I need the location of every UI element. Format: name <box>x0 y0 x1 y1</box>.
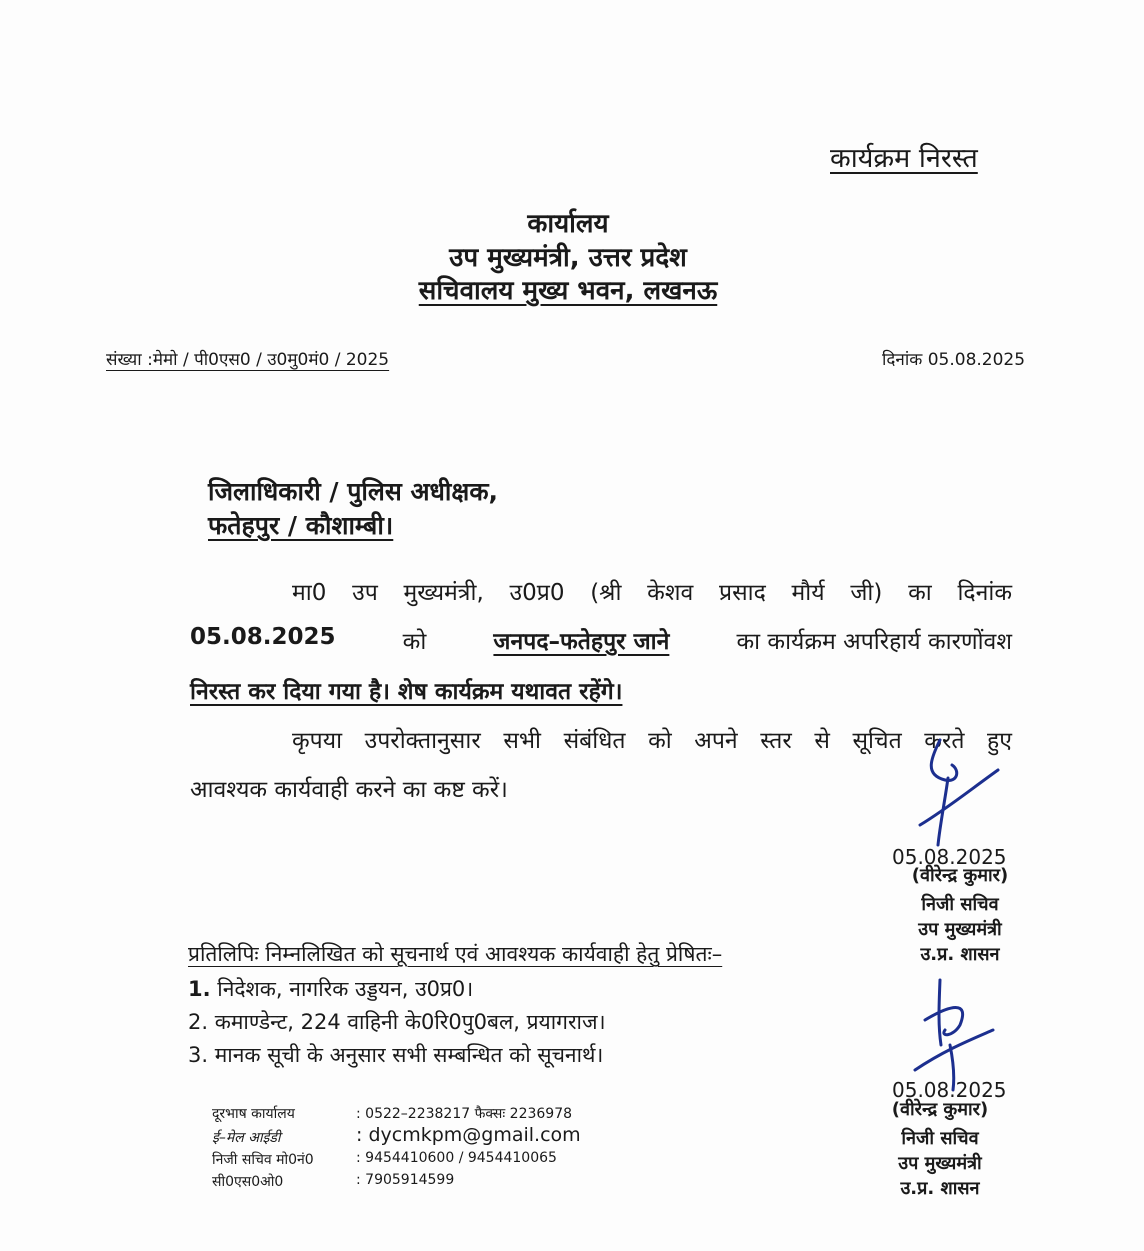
addressee-line-2: फतेहपुर / कौशाम्बी। <box>208 511 394 540</box>
cso-value: : 7905914599 <box>356 1172 455 1188</box>
mobile-label: निजी सचिव मो0नं0 <box>212 1152 314 1168</box>
signature-2-designation-3: उ.प्र. शासन <box>900 1178 980 1199</box>
office-line-2: उप मुख्यमंत्री, उत्तर प्रदेश <box>449 243 687 273</box>
office-line-1: कार्यालय <box>527 209 609 239</box>
copy-item-3-text: मानक सूची के अनुसार सभी सम्बन्धित को सूचनार्थ। <box>214 1043 604 1067</box>
copy-item-2-text: कमाण्डेन्ट, 224 वाहिनी के0रि0पु0बल, प्रयागराज। <box>214 1010 606 1034</box>
body-ko: को <box>402 629 427 655</box>
signature-scribble-2 <box>905 975 1005 1095</box>
signature-1-name: (वीरेन्द्र कुमार) <box>911 865 1009 886</box>
copy-item-1-text: निदेशक, नागरिक उड्डयन, उ0प्र0। <box>217 977 474 1001</box>
office-line-3: सचिवालय मुख्य भवन, लखनऊ <box>418 276 718 306</box>
body-line-4: कृपया उपरोक्तानुसार सभी संबंधित को अपने स्तर से सूचित करते हुए <box>292 728 1012 754</box>
signature-scribble-1 <box>900 730 1010 860</box>
cso-label: सी0एस0ओ0 <box>212 1174 284 1190</box>
signature-1-designation-1: निजी सचिव <box>921 894 999 915</box>
signature-2-date: 05.08.2025 <box>892 1078 1007 1102</box>
copy-item-1 <box>188 975 473 1003</box>
body-line-1: मा0 उप मुख्यमंत्री, उ0प्र0 (श्री केशव प्रसाद मौर्य जी) का दिनांक <box>292 580 1012 606</box>
signature-1-designation-3: उ.प्र. शासन <box>920 944 1000 965</box>
copy-item-1-number: 1. <box>188 977 211 1001</box>
copy-item-2-number: 2. <box>188 1010 209 1034</box>
copy-to-heading: प्रतिलिपिः निम्नलिखित को सूचनार्थ एवं आवश्यक कार्यवाही हेतु प्रेषितः– <box>188 942 723 966</box>
body-line-2-rest: का कार्यक्रम अपरिहार्य कारणोंवश <box>736 629 1012 655</box>
email-label: ई–मेल आईडी <box>212 1130 281 1146</box>
reference-number: संख्या :मेमो / पी0एस0 / उ0मु0मं0 / 2025 <box>106 350 390 370</box>
addressee-line-1: जिलाधिकारी / पुलिस अधीक्षक, <box>208 477 499 506</box>
signature-2-name: (वीरेन्द्र कुमार) <box>891 1099 989 1120</box>
letter-date: दिनांक 05.08.2025 <box>882 350 1026 370</box>
body-line-2 <box>190 624 1012 656</box>
copy-item-3 <box>188 1041 603 1069</box>
signature-2-designation-1: निजी सचिव <box>901 1128 979 1149</box>
copy-item-3-number: 3. <box>188 1043 209 1067</box>
signature-2-designation-2: उप मुख्यमंत्री <box>898 1153 982 1174</box>
program-cancelled-heading: कार्यक्रम निरस्त <box>830 143 978 174</box>
signature-1-date: 05.08.2025 <box>892 845 1007 869</box>
email-value: : dycmkpm@gmail.com <box>356 1124 581 1146</box>
visit-date: 05.08.2025 <box>190 624 336 650</box>
phone-value: : 0522–2238217 फैक्सः 2236978 <box>356 1106 573 1122</box>
visit-destination: जनपद–फतेहपुर जाने <box>493 629 670 655</box>
phone-label: दूरभाष कार्यालय <box>212 1106 295 1122</box>
signature-1-designation-2: उप मुख्यमंत्री <box>918 919 1002 940</box>
copy-item-2 <box>188 1008 606 1036</box>
cancellation-statement: निरस्त कर दिया गया है। शेष कार्यक्रम यथावत रहेंगे। <box>190 679 623 705</box>
mobile-value: : 9454410600 / 9454410065 <box>356 1150 557 1166</box>
body-line-5: आवश्यक कार्यवाही करने का कष्ट करें। <box>190 777 508 803</box>
